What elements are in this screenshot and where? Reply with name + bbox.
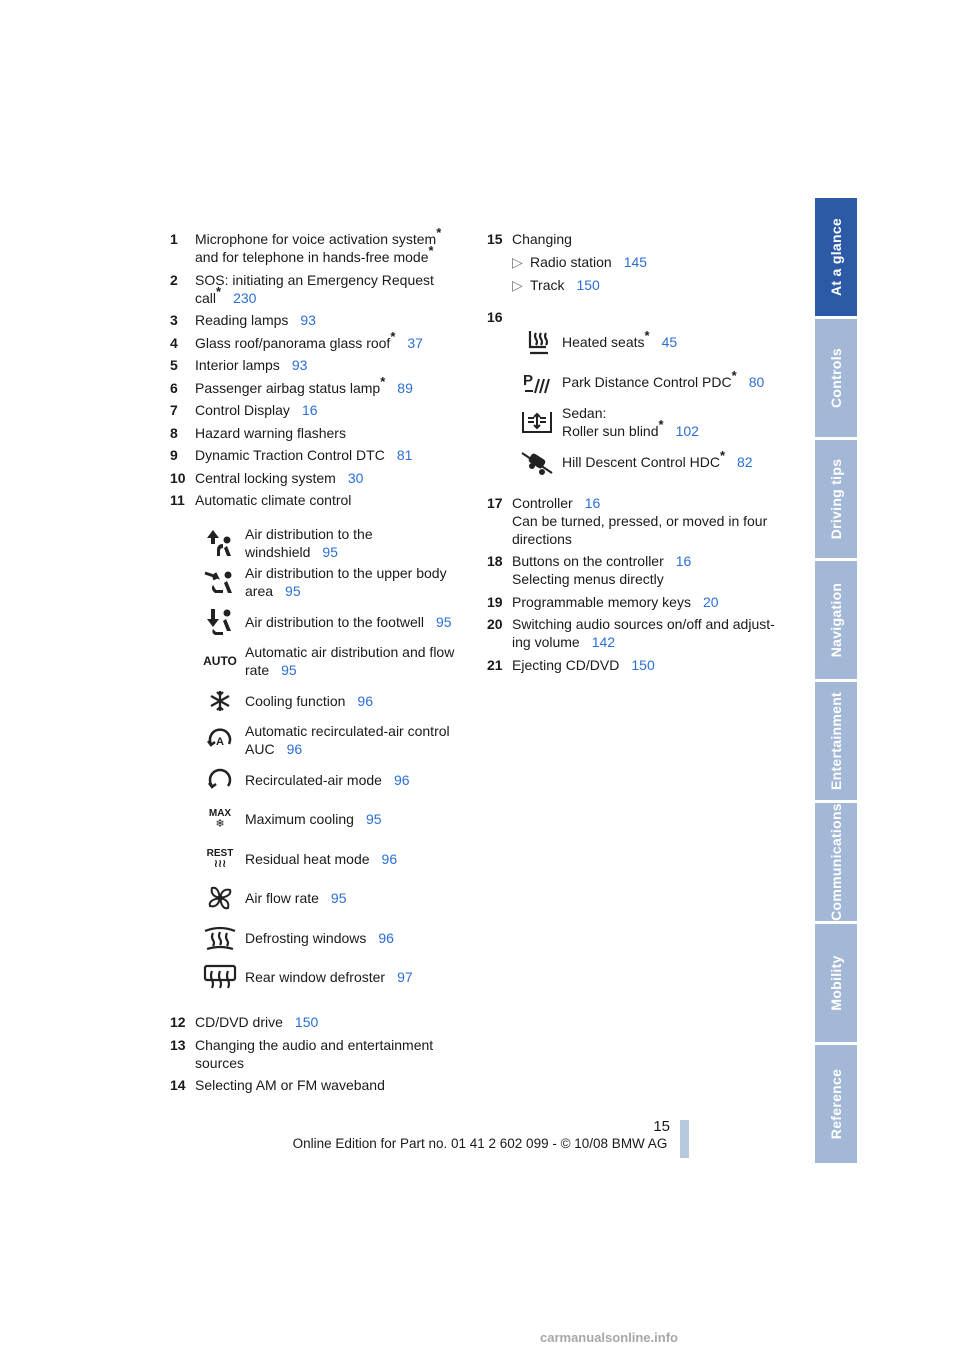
page-ref-link[interactable]: 30: [347, 469, 364, 486]
page-ref-link[interactable]: 150: [576, 276, 600, 293]
svg-text:P: P: [523, 371, 534, 389]
list-item: 20 Switching audio sources on/off and adjust- ing volume 142: [487, 616, 775, 650]
page-ref-link[interactable]: 20: [702, 593, 719, 610]
page-ref-link[interactable]: 80: [748, 373, 765, 390]
page-ref-link[interactable]: 95: [322, 543, 338, 560]
list-item: 4 Glass roof/panorama glass roof* 37: [170, 328, 423, 351]
page-ref-link[interactable]: 81: [396, 447, 413, 463]
page-ref-link[interactable]: 16: [675, 553, 692, 569]
list-item: 7 Control Display 16: [170, 402, 318, 418]
table-row: A Automatic recirculated-air control AUC 96: [195, 721, 470, 761]
tab-controls[interactable]: Controls: [815, 319, 857, 437]
list-item: 17 Controller 16 Can be turned, pressed, or moved in four directions: [487, 494, 768, 547]
page-ref-link[interactable]: 37: [407, 334, 423, 351]
tab-communications[interactable]: Communications: [815, 803, 857, 921]
table-row: Cooling function 96: [195, 681, 470, 721]
page-ref-link[interactable]: 96: [378, 929, 394, 946]
residual-heat-icon: REST ≀≀≀: [206, 847, 234, 870]
table-row: Heated seats* 45: [512, 322, 787, 362]
page-ref-link[interactable]: 96: [393, 771, 410, 788]
table-row: Hill Descent Control HDC* 82: [512, 442, 787, 482]
page-ref-link[interactable]: 230: [233, 289, 257, 306]
rear-defrost-icon: [195, 963, 245, 991]
sub-list-item: ▷ Track 150: [512, 276, 600, 293]
list-item: 15 Changing: [487, 231, 572, 247]
page-ref-link[interactable]: 93: [300, 312, 316, 328]
svg-text:A: A: [216, 736, 224, 749]
list-item: 19 Programmable memory keys 20: [487, 593, 719, 610]
list-item: 11 Automatic climate control: [170, 492, 352, 508]
fan-icon: [195, 883, 245, 913]
table-row: P Park Distance Control PDC* 80: [512, 362, 787, 402]
sun-blind-icon: [512, 408, 562, 436]
watermark: carmanualsonline.info: [540, 1330, 678, 1345]
page-ref-link[interactable]: 150: [294, 1014, 319, 1030]
recirculation-icon: [195, 767, 245, 793]
triangle-bullet-icon: ▷: [512, 253, 523, 270]
tab-at-a-glance[interactable]: At a glance: [815, 198, 857, 316]
list-item: 16: [487, 308, 503, 325]
tab-navigation[interactable]: Navigation: [815, 561, 857, 679]
table-row: Rear window defroster 97: [195, 958, 470, 998]
list-item: 18 Buttons on the controller 16 Selecting menus directly: [487, 553, 692, 587]
list-item: 3 Reading lamps 93: [170, 312, 316, 328]
table-row: Air flow rate 95: [195, 879, 470, 919]
footwell-airflow-icon: [195, 607, 245, 637]
triangle-bullet-icon: ▷: [512, 276, 523, 293]
table-row: Air distribution to the windshield 95: [195, 523, 470, 563]
page-ref-link[interactable]: 95: [285, 583, 301, 600]
upper-body-airflow-icon: [195, 567, 245, 597]
table-row: Sedan: Roller sun blind* 102: [512, 402, 787, 442]
windshield-airflow-icon: [195, 528, 245, 558]
tab-mobility[interactable]: Mobility: [815, 924, 857, 1042]
heated-seat-icon: [512, 327, 562, 357]
side-tabs: [815, 198, 857, 1160]
page-number: 15: [653, 1118, 670, 1135]
list-item: 5 Interior lamps 93: [170, 357, 308, 373]
snowflake-icon: [195, 689, 245, 713]
page-ref-link[interactable]: 96: [286, 741, 303, 758]
table-row: MAX ❄ Maximum cooling 95: [195, 800, 470, 840]
pdc-icon: [512, 367, 562, 397]
list-item: 13 Changing the audio and entertainment sources: [170, 1036, 434, 1071]
left-column: [170, 225, 470, 1099]
table-row: Recirculated-air mode 96: [195, 760, 470, 800]
page-ref-link[interactable]: 82: [737, 453, 753, 470]
page-ref-link[interactable]: 102: [675, 422, 699, 439]
page-ref-link[interactable]: 16: [301, 402, 318, 418]
page-ref-link[interactable]: 45: [661, 333, 678, 350]
list-item: 1 Microphone for voice activation system* and for telephone in hands-free mode*: [170, 225, 442, 265]
page-ref-link[interactable]: 95: [330, 890, 347, 907]
list-item: 2 SOS: initiating an Emergency Request call* 230: [170, 271, 434, 306]
tab-driving-tips[interactable]: Driving tips: [815, 440, 857, 558]
list-item: 21 Ejecting CD/DVD 150: [487, 656, 655, 673]
tab-reference[interactable]: Reference: [815, 1045, 857, 1163]
max-cooling-icon: MAX ❄: [208, 808, 232, 831]
list-item: 9 Dynamic Traction Control DTC 81: [170, 447, 413, 463]
table-row: Defrosting windows 96: [195, 918, 470, 958]
front-defrost-icon: [195, 925, 245, 951]
page-ref-link[interactable]: 95: [281, 662, 297, 679]
page-ref-link[interactable]: 97: [397, 969, 413, 986]
table-row: REST ≀≀≀ Residual heat mode 96: [195, 839, 470, 879]
sub-list-item: ▷ Radio station 145: [512, 253, 648, 270]
page-ref-link[interactable]: 93: [291, 357, 308, 373]
page-ref-link[interactable]: 150: [631, 656, 655, 673]
climate-icon-table: [195, 523, 470, 997]
list-item: 8 Hazard warning flashers: [170, 424, 346, 441]
page-ref-link[interactable]: 96: [357, 692, 373, 709]
right-column: [487, 230, 787, 678]
tab-entertainment[interactable]: Entertainment: [815, 682, 857, 800]
page-ref-link[interactable]: 96: [381, 850, 398, 867]
auto-icon: AUTO: [203, 654, 237, 669]
page-ref-link[interactable]: 95: [365, 811, 382, 828]
list-item: 14 Selecting AM or FM waveband: [170, 1077, 385, 1093]
page-ref-link[interactable]: 16: [584, 494, 601, 511]
list-item: 12 CD/DVD drive 150: [170, 1014, 319, 1030]
page-ref-link[interactable]: 142: [591, 634, 616, 650]
page-ref-link[interactable]: 145: [623, 253, 648, 270]
page-ref-link[interactable]: 95: [435, 613, 452, 630]
list-item: 6 Passenger airbag status lamp* 89: [170, 373, 413, 396]
hill-descent-icon: [512, 449, 562, 475]
page-ref-link[interactable]: 89: [397, 379, 413, 396]
edition-footer: Online Edition for Part no. 01 41 2 602 099 - © 10/08 BMW AG: [292, 1136, 668, 1151]
button-icon-table: [512, 322, 787, 482]
table-row: AUTO Automatic air distribution and flow rate 95: [195, 642, 470, 682]
table-row: Air distribution to the footwell 95: [195, 602, 470, 642]
auc-icon: [195, 726, 245, 754]
table-row: Air distribution to the upper body area 95: [195, 563, 470, 603]
list-item: 10 Central locking system 30: [170, 469, 364, 486]
